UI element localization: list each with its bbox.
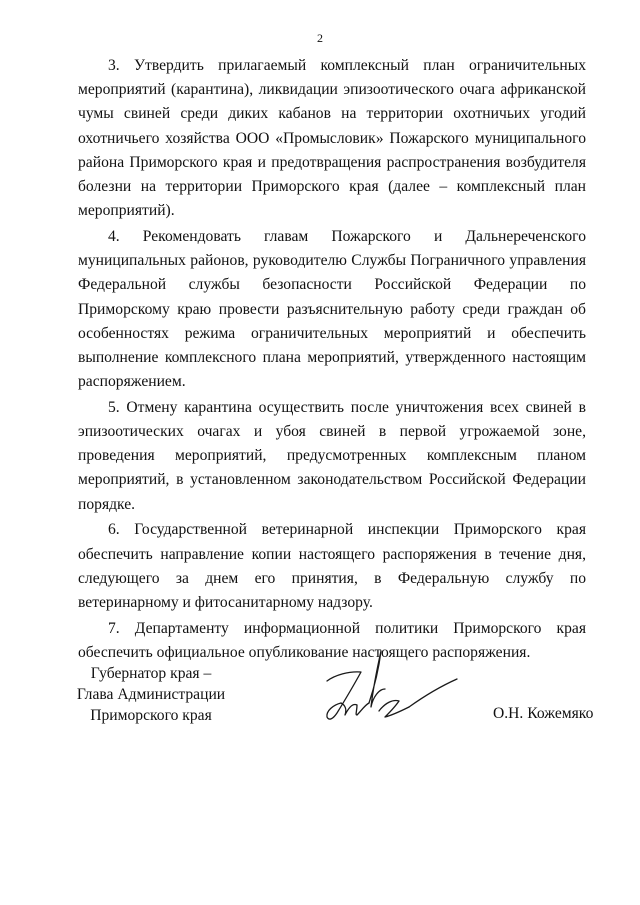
signature-stroke-3 <box>369 651 385 707</box>
signature-stroke-5 <box>409 679 457 707</box>
signatory-title-line-1: Губернатор края – <box>90 665 212 682</box>
handwritten-signature <box>315 645 465 735</box>
paragraph-4: 4. Рекомендовать главам Пожарского и Дальнереченского муниципальных районов, руководителю Службы Пограничного управления Федеральной службы безопасности Российской Федерации по Приморскому краю провести разъяснительную работу среди граждан об особенностях режима ограничительных мероприятий и обеспечить выполнение комплексного плана мероприятий, утвержденного настоящим распоряжением. <box>78 227 586 391</box>
signatory-title-line-2: Глава Администрации <box>76 686 226 703</box>
page-number: 2 <box>317 31 323 45</box>
signatory-title <box>66 663 236 726</box>
signature-stroke-2 <box>341 703 369 715</box>
paragraph-5: 5. Отмену карантина осуществить после уничтожения всех свиней в эпизоотических очагах и убоя свиней в первой угрожаемой зоне, проведения мероприятий, предусмотренных комплексным планом мероприятий, в установленном законодательством Российской Федерации порядке. <box>78 398 586 513</box>
signatory-name: О.Н. Кожемяко <box>493 705 594 722</box>
signature-stroke-4 <box>379 700 409 717</box>
paragraph-3: 3. Утвердить прилагаемый комплексный план ограничительных мероприятий (карантина), ликвидации эпизоотического очага африканской чумы свиней среди диких кабанов на территории охотничьих угодий охотничьего хозяйства ООО «Промысловик» Пожарского муниципального района Приморского края и предотвращения распространения возбудителя болезни на территории Приморского края (далее – комплексный план мероприятий). <box>78 57 586 220</box>
paragraph-6: 6. Государственной ветеринарной инспекции Приморского края обеспечить направление копии настоящего распоряжения в течение дня, следующего за днем его принятия, в Федеральную службу по ветеринарному и фитосанитарному надзору. <box>78 521 586 611</box>
signatory-title-line-3: Приморского края <box>90 707 212 724</box>
paragraph-7: 7. Департаменту информационной политики Приморского края обеспечить официальное опубликование настоящего распоряжения. <box>78 619 586 661</box>
